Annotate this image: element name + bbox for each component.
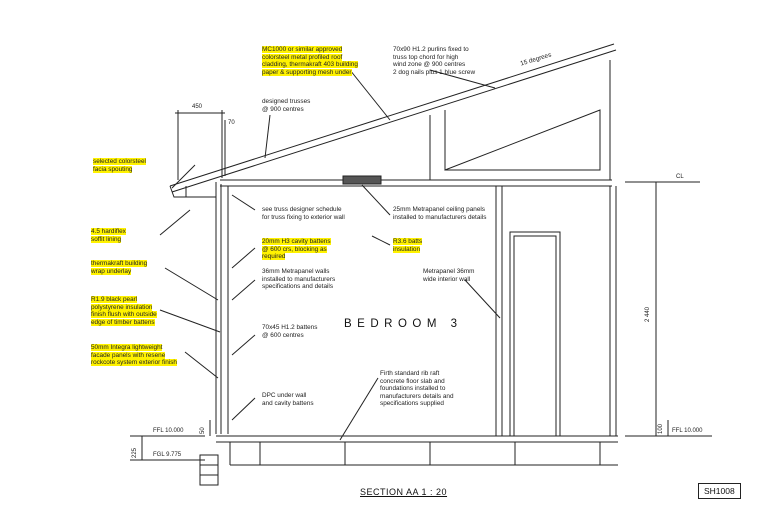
dim-50-label: 50 [200,427,206,434]
note-slab: Firth standard rib raft concrete floor slab and foundations installed to manufacturers details and specifications supplied [380,370,454,408]
note-polystyrene: R1.9 black pearl polystyrene insulation finish flush with outside edge of timber battens [91,296,157,326]
fgl-left-label: FGL 9.775 [153,452,182,458]
note-facade: 50mm Integra lightweight facade panels with resene rockcote system exterior finish [91,344,177,367]
note-walls-36: 36mm Metrapanel walls installed to manufacturers specifications and details [262,268,336,291]
section-title: SECTION AA 1 : 20 [360,487,448,497]
leader [160,210,190,235]
dim-eave-width: 450 [192,104,203,110]
leader [160,310,220,332]
dim-225-label: 225 [132,447,138,458]
leader [172,165,195,188]
leader [232,195,255,210]
note-battens-70x45: 70x45 H1.2 battens @ 600 centres [262,324,318,339]
roof-line [170,44,614,186]
leader [165,268,218,300]
leader [265,115,270,158]
leader [465,280,500,318]
note-facia: selected colorsteel facia spouting [93,158,146,173]
leader [185,352,218,378]
leader [232,248,255,268]
room-name: BEDROOM 3 [344,318,463,330]
note-dpc: DPC under wall and cavity battens [262,392,314,407]
sheet-ref: SH1008 [698,483,741,499]
note-cavity-battens: 20mm H3 cavity battens @ 600 crs, blocking as required [262,238,331,261]
ffl-right-label: FFL 10.000 [672,428,703,434]
leader [232,335,255,355]
batts-insulation [343,176,381,184]
leader [340,378,378,440]
note-purlins: 70x90 H1.2 purlins fixed to truss top chord for high wind zone @ 900 centres 2 dog nails plus 1 blue screw [393,46,476,76]
truss-web [445,110,600,170]
note-wrap: thermakraft building wrap underlay [91,260,148,275]
leader [362,185,390,215]
cl-label: CL [676,174,684,180]
door-opening [510,232,560,436]
note-ceiling-panels: 25mm Metrapanel ceiling panels installed to manufacturers details [393,206,487,221]
note-roof-cladding: MC1000 or similar approved colorsteel metal profiled roof cladding, thermakraft 403 building paper & supporting mesh under [262,46,358,76]
dim-2440-label: 2 440 [645,306,651,322]
leader [232,280,255,300]
leader [350,70,390,120]
door-opening-inner [514,236,556,436]
note-truss-fixing: see truss designer schedule for truss fixing to exterior wall [262,206,345,221]
note-interior-wall: Metrapanel 36mm wide interior wall [423,268,475,283]
note-soffit: 4.5 hardiflex soffit lining [91,228,126,243]
note-pitch: 15 degrees [519,51,553,68]
leader [372,236,390,245]
ffl-left-label: FFL 10.000 [153,428,184,434]
leader [232,398,255,420]
note-batts: R3.6 batts insulation [393,238,423,253]
note-trusses: designed trusses @ 900 centres [262,98,311,113]
dim-eave-drop: 70 [228,120,235,126]
dim-100-label: 100 [658,423,664,434]
